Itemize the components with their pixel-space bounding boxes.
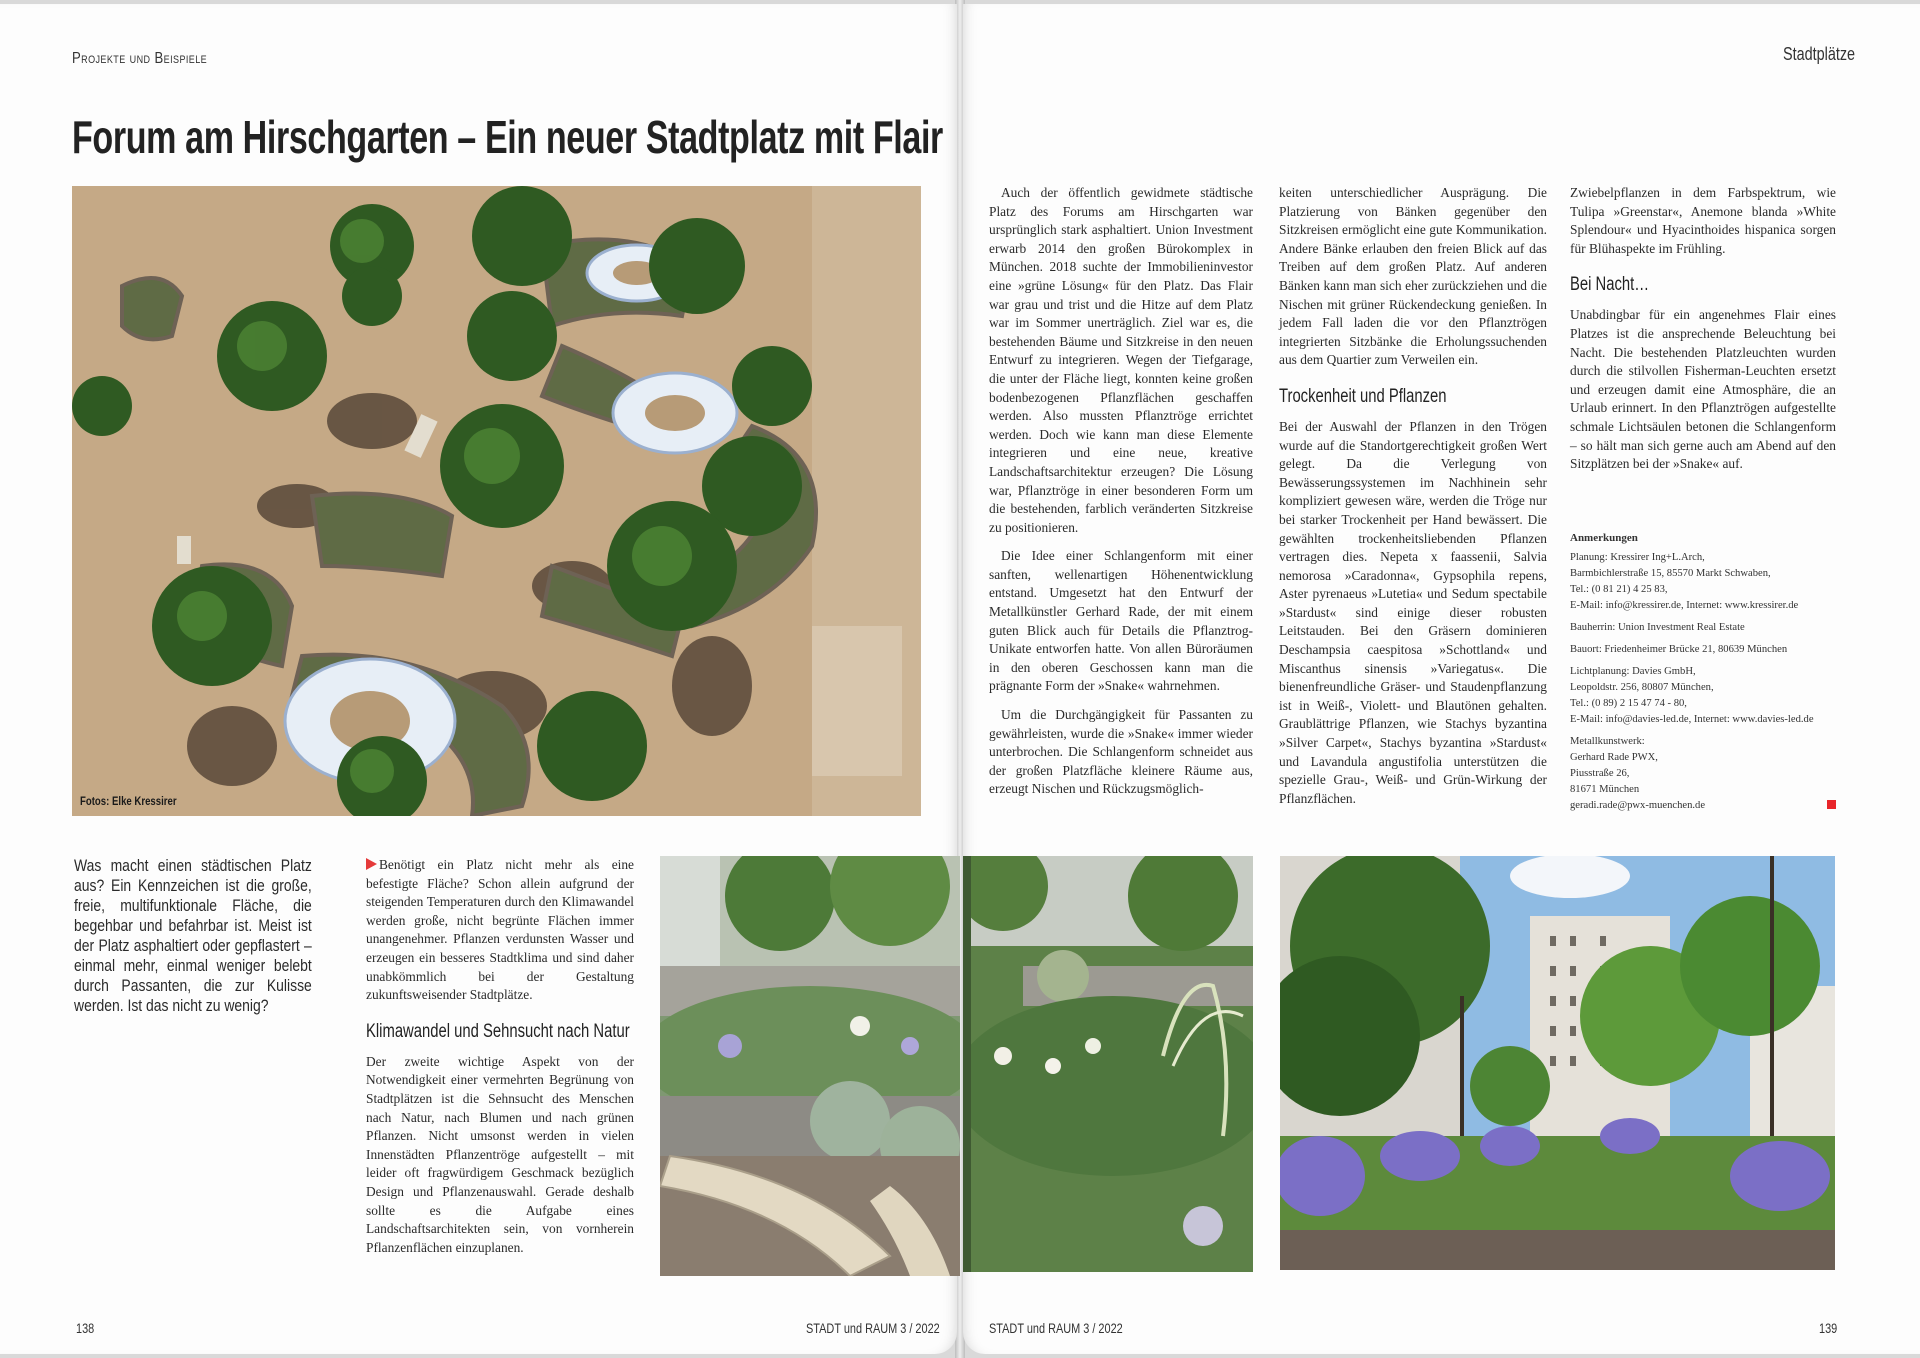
notes-bauort: Bauort: Friedenheimer Brücke 21, 80639 München	[1570, 644, 1788, 655]
journal-issue-right: STADT und RAUM 3 / 2022	[989, 1320, 1123, 1336]
notes-lichtplanung: Lichtplanung: Davies GmbH, Leopoldstr. 256, 80807 München, Tel.: (0 89) 2 15 47 74 - 80, E-Mail: info@davies-led.de, Internet: www.davies-led.de	[1570, 666, 1814, 725]
subhead-klimawandel: Klimawandel und Sehnsucht nach Natur	[366, 1020, 630, 1042]
notes-metallkunstwerk: Metallkunstwerk: Gerhard Rade PWX, Piusstraße 26, 81671 München geradi.rade@pwx-muenchen.de	[1570, 736, 1706, 811]
col1-paragraph-1: Auch der öffentlich gewidmete städtische Platz des Forums am Hirschgarten war ursprünglich stark asphaltiert. Union Investment erwarb 2014 den großen Bürokomplex in München. 2018 suchte der Immobilieninvestor eine »grüne Lösung« für den Platz. Das Flair war grau und trist und die Hitze auf dem Platz war im Sommer unerträglich. Ziel war es, die bestehenden Bäume und Sitzkreise in den neuen Entwurf zu integrieren. Wegen der Tiefgarage, die unter der Fläche liegt, konnten keine großen bodenbezogenen Pflanzflächen geschaffen werden. Also mussten Pflanztröge errichtet werden. Doch wie kann man diese Elemente integrieren und eine neue, kreative Landschaftsarchitektur erzeugen? Die Lösung war, Pflanztröge in einer besonderen Form um die bestehenden, farblich veränderten Sitzkreise zu positionieren.	[989, 185, 1253, 535]
notes-heading: Anmerkungen	[1570, 532, 1638, 544]
bench-planter-photo	[660, 856, 960, 1276]
page-number-left: 138	[76, 1320, 95, 1336]
section-label: Projekte und Beispiele	[72, 50, 208, 67]
article-title: Forum am Hirschgarten – Ein neuer Stadtplatz mit Flair	[72, 111, 943, 163]
notes-planung: Planung: Kressirer Ing+L.Arch, Barmbichlerstraße 15, 85570 Markt Schwaben, Tel.: (0 81 21) 4 25 83, E-Mail: info@kressirer.de, Internet: www.kressirer.de	[1570, 552, 1799, 611]
body-column-1	[989, 184, 1253, 809]
lead-paragraph	[74, 856, 312, 1016]
aerial-plaza-illustration	[72, 186, 921, 816]
notes-bauherrin: Bauherrin: Union Investment Real Estate	[1570, 622, 1745, 633]
lead-text: Was macht einen städtischen Platz aus? Ein Kennzeichen ist die große, freie, multifunktionale Fläche, die begehbar und befahrbar ist. Meist ist der Platz asphaltiert oder gepflastert – einmal mehr, einmal weniger belebt durch Passanten, die zur Kulisse werden. Ist das nicht zu wenig?	[74, 856, 312, 1015]
page-right	[963, 4, 1920, 1354]
aerial-photo	[72, 186, 921, 816]
journal-issue-left: STADT und RAUM 3 / 2022	[806, 1320, 940, 1336]
col1-paragraph-3: Um die Durchgängigkeit für Passanten zu gewährleisten, wurde die »Snake« immer wieder unterbrochen. Die Schlangenform schneidet aus der großen Platzfläche kleinere Räume aus, erzeugt Nischen und Rückzugsmöglich-	[989, 707, 1253, 797]
planter-flowers-illustration	[963, 856, 1253, 1272]
body-column-3	[1570, 184, 1836, 484]
intro-paragraph-2: Der zweite wichtige Aspekt von der Notwendigkeit einer vermehrten Begrünung von Stadtplätzen ist die Sehnsucht des Menschen nach Natur, nach Blumen und nach grünen Pflanzen. Nicht umsonst werden in vielen Innenstädten Pflanzentröge aufgestellt – mit leider oft fragwürdigem Geschmack bezüglich Design und Pflanzenauswahl. Gerade deshalb sollte es die Aufgabe eines Landschaftsarchitekten sein, von vornherein Pflanzenflächen einzuplanen.	[366, 1053, 634, 1255]
col3-paragraph-2: Unabdingbar für ein angenehmes Flair eines Platzes ist die ansprechende Beleuchtung bei Nacht. Die bestehenden Platzleuchten wurden durch die stilvollen Fisherman-Leuchten ersetzt und erzeugen damit eine Atmosphäre, die an Urlaub erinnert. In den Pflanztrögen aufgestellte schmale Lichtsäulen betonen die Schlangenform – so hält man sich gerne auch am Abend auf den Sitzplätzen bei der »Snake« auf.	[1570, 307, 1836, 472]
red-arrow-icon	[366, 858, 377, 870]
intro-paragraph-1: Benötigt ein Platz nicht mehr als eine befestigte Fläche? Schon allein aufgrund der steigenden Temperaturen durch den Klimawandel werden große, nicht begrünte Flächen immer unangenehmer. Pflanzen verdunsten Wasser und erzeugen ein besseres Stadtklima und sind daher unabkömmlich bei der Gestaltung zukunftsweisender Stadtplätze.	[366, 857, 634, 1003]
bench-planter-illustration	[660, 856, 960, 1276]
col3-paragraph-1: Zwiebelpflanzen in dem Farbspektrum, wie Tulipa »Greenstar«, Anemone blanda »White Splendour« und Hyacinthoides hispanica sorgen für Blühaspekte im Frühling.	[1570, 185, 1836, 256]
col2-paragraph-1: keiten unterschiedlicher Ausprägung. Die Platzierung von Bänken gegenüber den Sitzkreisen ermöglicht eine gute Kommunikation. Andere Bänke erlauben den freien Blick auf das Treiben auf dem großen Platz. Auf anderen Bänken kann man sich eher zurückziehen und die Nischen mit grüner Rückendeckung genießen. In jedem Fall laden die vor den Pflanztrögen integrierten Sitzbänke die Erholungssuchenden aus dem Quartier zum Verweilen ein.	[1279, 185, 1547, 368]
page-left	[0, 4, 957, 1354]
notes-box	[1570, 530, 1830, 820]
photo-credit: Fotos: Elke Kressirer	[80, 794, 177, 808]
lavender-street-illustration	[1280, 856, 1835, 1270]
rubric-label: Stadtplätze	[1782, 44, 1855, 64]
lavender-street-photo	[1280, 856, 1835, 1270]
bench-planter-photo-continued	[963, 856, 1253, 1272]
body-column-2	[1279, 184, 1547, 818]
article-end-square-icon	[1827, 800, 1836, 809]
intro-column	[366, 856, 634, 1267]
col1-paragraph-2: Die Idee einer Schlangenform mit einer sanften, wellenartigen Höhenentwicklung entstand. Umgesetzt hat den Entwurf der Metallkünstler Gerhard Rade, der mit einem guten Blick auch für Details die Pflanztrog-Unikate entworfen hatte. Von allen Büroräumen in den oberen Geschossen kann man die prägnante Form der »Snake« wahrnehmen.	[989, 548, 1253, 694]
page-number-right: 139	[1819, 1320, 1838, 1336]
subhead-bei-nacht: Bei Nacht…	[1570, 274, 1650, 296]
subhead-trockenheit: Trockenheit und Pflanzen	[1279, 385, 1447, 407]
col2-paragraph-2: Bei der Auswahl der Pflanzen in den Trögen wurde auf die Standortgerechtigkeit großen Wert gelegt. Da die Verlegung von Bewässerungssystemen im Nachhinein sehr kompliziert gewesen wäre, werden die Tröge nur bei starker Trockenheit per Hand bewässert. Die gewählten trockenheitsliebenden Pflanzen vertragen dies. Nepeta x faassenii, Salvia nemorosa »Caradonna«, Gypsophila repens, Aster pyrenaeus »Lutetia« und Sedum spectabile »Stardust« sind einige dieser robusten Leitstauden. Bei den Gräsern dominieren Deschampsia caespitosa »Schottland« und Miscanthus sinensis »Variegatus«. Die bienenfreundliche Gräser- und Staudenpflanzung ist in Weiß-, Violett- und Blautönen gehalten. Graublättrige Pflanzen, wie Stachys byzantina »Silver Carpet«, Stachys byzantina »Stardust« und Lavandula angustifolia unterstützen die spezielle Grau-, Weiß- und Grün-Wirkung der Pflanzflächen.	[1279, 418, 1547, 806]
